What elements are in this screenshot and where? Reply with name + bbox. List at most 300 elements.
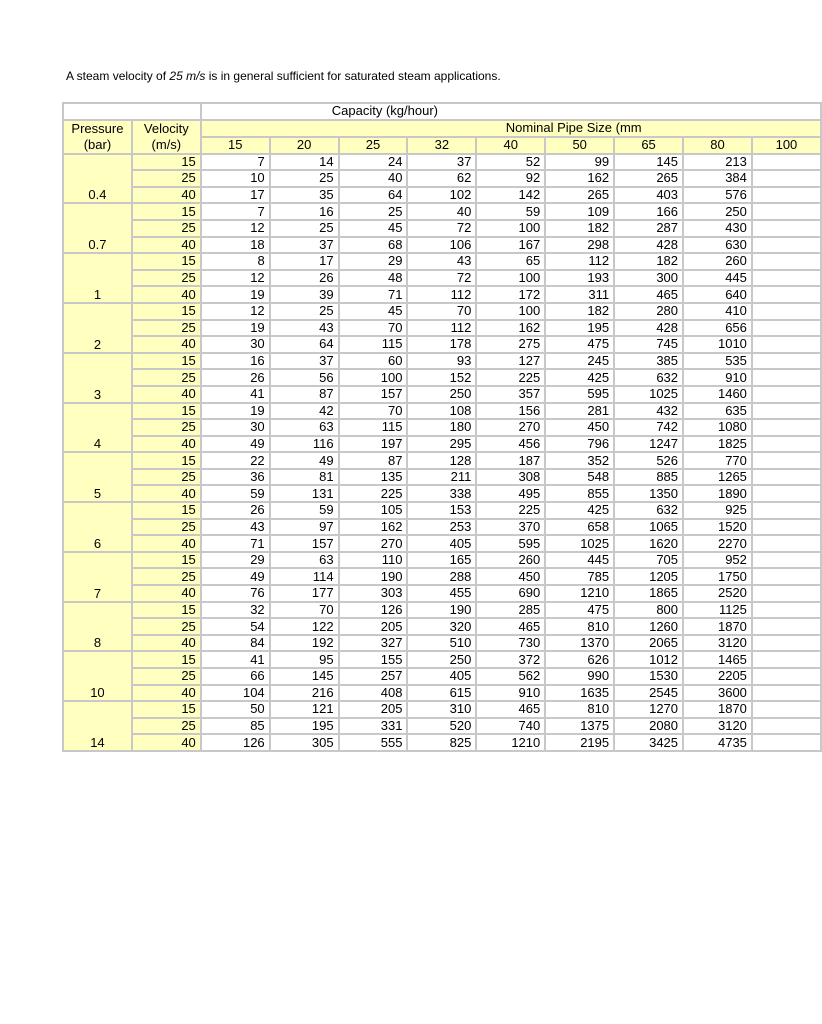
capacity-cell: 122 [270,618,339,635]
capacity-cell: 1370 [545,635,614,652]
capacity-cell: 162 [339,519,408,536]
capacity-cell: 213 [683,154,752,171]
capacity-cell: 1265 [683,469,752,486]
capacity-cell: 281 [545,403,614,420]
table-row [63,568,821,585]
capacity-cell: 195 [270,718,339,735]
capacity-cell: 162 [476,320,545,337]
capacity-header-row [63,103,821,120]
capacity-cell: 115 [339,419,408,436]
capacity-cell: 1065 [614,519,683,536]
velocity-cell: 40 [132,485,201,502]
capacity-cell: 455 [407,585,476,602]
capacity-cell: 12 [201,270,270,287]
capacity-cell: 535 [683,353,752,370]
velocity-cell: 25 [132,220,201,237]
capacity-cell [752,303,821,320]
capacity-cell: 17 [270,253,339,270]
table-row [63,237,821,254]
capacity-cell: 626 [545,651,614,668]
table-row [63,187,821,204]
capacity-cell [752,419,821,436]
capacity-cell: 1210 [545,585,614,602]
capacity-cell: 225 [476,502,545,519]
capacity-cell: 205 [339,618,408,635]
capacity-cell: 62 [407,170,476,187]
table-row [63,253,821,270]
capacity-cell: 425 [545,369,614,386]
capacity-cell: 84 [201,635,270,652]
velocity-cell: 25 [132,618,201,635]
capacity-cell: 910 [683,369,752,386]
capacity-cell [752,734,821,751]
capacity-cell: 19 [201,286,270,303]
capacity-cell: 211 [407,469,476,486]
capacity-cell: 10 [201,170,270,187]
velocity-cell: 25 [132,320,201,337]
capacity-cell: 19 [201,403,270,420]
table-row [63,403,821,420]
velocity-cell: 15 [132,452,201,469]
capacity-cell: 3425 [614,734,683,751]
capacity-cell: 3600 [683,685,752,702]
capacity-cell: 71 [339,286,408,303]
label-header-row [63,120,821,137]
capacity-cell: 1205 [614,568,683,585]
velocity-header [132,120,201,154]
capacity-cell: 19 [201,320,270,337]
capacity-cell: 193 [545,270,614,287]
pressure-cell: 1 [63,253,132,303]
capacity-cell: 114 [270,568,339,585]
capacity-cell [752,403,821,420]
capacity-cell: 450 [476,568,545,585]
capacity-cell: 300 [614,270,683,287]
capacity-cell: 430 [683,220,752,237]
capacity-cell: 127 [476,353,545,370]
capacity-cell [752,685,821,702]
capacity-cell: 303 [339,585,408,602]
capacity-cell: 1870 [683,618,752,635]
capacity-cell: 72 [407,220,476,237]
capacity-cell: 742 [614,419,683,436]
capacity-cell: 265 [614,170,683,187]
capacity-cell: 172 [476,286,545,303]
capacity-cell: 37 [270,237,339,254]
capacity-cell [752,253,821,270]
capacity-cell: 658 [545,519,614,536]
capacity-cell: 25 [270,303,339,320]
capacity-cell: 182 [545,220,614,237]
blank-header-cell [63,103,201,120]
capacity-cell: 372 [476,651,545,668]
capacity-cell: 97 [270,519,339,536]
table-row [63,436,821,453]
table-row [63,519,821,536]
capacity-cell: 106 [407,237,476,254]
capacity-cell: 100 [339,369,408,386]
capacity-cell: 60 [339,353,408,370]
capacity-cell: 1270 [614,701,683,718]
table-row [63,685,821,702]
capacity-header: Capacity (kg/hour) [201,103,821,120]
capacity-cell: 405 [407,535,476,552]
capacity-cell: 250 [683,203,752,220]
capacity-cell [752,170,821,187]
capacity-cell: 2205 [683,668,752,685]
capacity-cell: 157 [339,386,408,403]
capacity-cell: 257 [339,668,408,685]
capacity-cell: 952 [683,552,752,569]
capacity-cell: 595 [476,535,545,552]
pressure-cell: 0.4 [63,154,132,204]
capacity-cell: 1890 [683,485,752,502]
capacity-cell [752,701,821,718]
capacity-cell: 1460 [683,386,752,403]
capacity-cell: 30 [201,336,270,353]
table-row [63,485,821,502]
capacity-cell: 1010 [683,336,752,353]
capacity-cell: 656 [683,320,752,337]
capacity-cell: 925 [683,502,752,519]
capacity-cell: 260 [683,253,752,270]
capacity-cell: 280 [614,303,683,320]
capacity-cell: 49 [201,436,270,453]
capacity-cell: 56 [270,369,339,386]
capacity-cell: 52 [476,154,545,171]
capacity-cell: 2270 [683,535,752,552]
capacity-cell: 100 [476,270,545,287]
capacity-cell: 162 [545,170,614,187]
capacity-cell: 110 [339,552,408,569]
capacity-cell: 70 [339,320,408,337]
capacity-cell: 116 [270,436,339,453]
capacity-cell: 357 [476,386,545,403]
capacity-cell: 270 [339,535,408,552]
capacity-cell: 1375 [545,718,614,735]
capacity-cell: 1750 [683,568,752,585]
velocity-cell: 25 [132,419,201,436]
capacity-cell: 615 [407,685,476,702]
capacity-cell: 1025 [614,386,683,403]
capacity-cell: 87 [270,386,339,403]
capacity-cell [752,336,821,353]
table-row [63,386,821,403]
capacity-cell: 305 [270,734,339,751]
capacity-cell: 63 [270,419,339,436]
capacity-cell: 195 [545,320,614,337]
capacity-cell: 298 [545,237,614,254]
capacity-cell: 1012 [614,651,683,668]
pipe-size-cell: 50 [545,137,614,154]
capacity-cell: 32 [201,602,270,619]
capacity-cell: 225 [339,485,408,502]
capacity-cell [752,651,821,668]
pressure-cell: 10 [63,651,132,701]
capacity-cell: 30 [201,419,270,436]
capacity-table-viewport[interactable] [62,102,798,832]
capacity-cell: 1080 [683,419,752,436]
capacity-cell: 115 [339,336,408,353]
capacity-cell [752,386,821,403]
capacity-cell: 403 [614,187,683,204]
capacity-cell: 595 [545,386,614,403]
capacity-cell: 54 [201,618,270,635]
velocity-cell: 40 [132,386,201,403]
capacity-cell: 2520 [683,585,752,602]
capacity-cell: 66 [201,668,270,685]
capacity-cell: 260 [476,552,545,569]
capacity-cell [752,154,821,171]
table-row [63,220,821,237]
velocity-cell: 15 [132,303,201,320]
capacity-cell: 465 [476,618,545,635]
table-row [63,734,821,751]
capacity-cell: 548 [545,469,614,486]
capacity-cell: 72 [407,270,476,287]
capacity-cell [752,353,821,370]
table-row [63,502,821,519]
capacity-cell [752,552,821,569]
capacity-cell: 526 [614,452,683,469]
table-row [63,469,821,486]
capacity-cell: 93 [407,353,476,370]
capacity-cell [752,369,821,386]
pressure-header-line1: Pressure [71,120,124,136]
capacity-cell: 112 [407,286,476,303]
pipe-size-cell: 32 [407,137,476,154]
capacity-cell: 108 [407,403,476,420]
capacity-cell: 250 [407,386,476,403]
table-row [63,585,821,602]
capacity-cell: 285 [476,602,545,619]
capacity-cell: 1620 [614,535,683,552]
velocity-cell: 15 [132,403,201,420]
capacity-cell: 36 [201,469,270,486]
capacity-cell: 26 [201,502,270,519]
capacity-cell: 408 [339,685,408,702]
pressure-header-line2: (bar) [83,136,112,152]
capacity-cell: 104 [201,685,270,702]
capacity-cell: 112 [407,320,476,337]
capacity-cell: 2545 [614,685,683,702]
capacity-cell: 187 [476,452,545,469]
pressure-cell: 6 [63,502,132,552]
pipe-size-cell: 25 [339,137,408,154]
velocity-cell: 15 [132,701,201,718]
capacity-cell: 192 [270,635,339,652]
capacity-cell: 3120 [683,635,752,652]
velocity-cell: 40 [132,237,201,254]
capacity-cell: 855 [545,485,614,502]
capacity-cell: 2195 [545,734,614,751]
capacity-cell: 770 [683,452,752,469]
capacity-cell: 26 [270,270,339,287]
capacity-cell: 810 [545,701,614,718]
capacity-cell: 740 [476,718,545,735]
capacity-cell: 166 [614,203,683,220]
capacity-cell: 7 [201,203,270,220]
capacity-cell: 50 [201,701,270,718]
velocity-header-line2: (m/s) [151,136,182,152]
capacity-cell: 245 [545,353,614,370]
pressure-cell: 5 [63,452,132,502]
capacity-cell: 428 [614,237,683,254]
capacity-cell: 1635 [545,685,614,702]
capacity-cell: 59 [270,502,339,519]
capacity-cell: 43 [270,320,339,337]
capacity-cell: 40 [339,170,408,187]
capacity-cell: 205 [339,701,408,718]
capacity-cell: 410 [683,303,752,320]
capacity-cell: 16 [201,353,270,370]
velocity-cell: 40 [132,585,201,602]
capacity-cell: 177 [270,585,339,602]
pressure-cell: 14 [63,701,132,751]
velocity-cell: 40 [132,734,201,751]
velocity-cell: 25 [132,270,201,287]
table-row [63,320,821,337]
velocity-header-line1: Velocity [143,120,189,136]
velocity-cell: 40 [132,286,201,303]
capacity-cell: 145 [614,154,683,171]
capacity-cell: 800 [614,602,683,619]
intro-text [66,68,501,84]
capacity-cell: 48 [339,270,408,287]
capacity-cell: 131 [270,485,339,502]
capacity-cell: 70 [407,303,476,320]
capacity-cell: 197 [339,436,408,453]
capacity-cell: 385 [614,353,683,370]
capacity-cell: 1465 [683,651,752,668]
velocity-cell: 40 [132,635,201,652]
table-row [63,718,821,735]
capacity-cell: 71 [201,535,270,552]
capacity-cell: 632 [614,369,683,386]
table-row [63,618,821,635]
capacity-cell: 99 [545,154,614,171]
table-row [63,336,821,353]
capacity-cell [752,535,821,552]
capacity-cell: 152 [407,369,476,386]
capacity-cell: 287 [614,220,683,237]
capacity-cell: 1825 [683,436,752,453]
pipe-size-header [201,120,821,137]
pressure-cell: 3 [63,353,132,403]
velocity-cell: 40 [132,336,201,353]
velocity-cell: 15 [132,154,201,171]
capacity-cell: 1260 [614,618,683,635]
capacity-cell: 445 [545,552,614,569]
capacity-cell: 510 [407,635,476,652]
capacity-cell: 465 [476,701,545,718]
capacity-cell: 632 [614,502,683,519]
velocity-cell: 25 [132,668,201,685]
capacity-cell: 167 [476,237,545,254]
velocity-cell: 40 [132,685,201,702]
velocity-cell: 25 [132,469,201,486]
capacity-cell: 1125 [683,602,752,619]
capacity-cell: 17 [201,187,270,204]
velocity-cell: 15 [132,651,201,668]
capacity-cell: 180 [407,419,476,436]
capacity-cell: 475 [545,602,614,619]
capacity-cell: 308 [476,469,545,486]
intro-text-end: is in general sufficient for saturated steam applications. [205,69,501,83]
pressure-cell: 4 [63,403,132,453]
capacity-cell [752,220,821,237]
capacity-cell: 102 [407,187,476,204]
capacity-cell [752,602,821,619]
capacity-cell [752,519,821,536]
capacity-cell: 12 [201,220,270,237]
table-row [63,452,821,469]
pressure-cell: 8 [63,602,132,652]
capacity-cell: 39 [270,286,339,303]
capacity-cell: 990 [545,668,614,685]
capacity-cell [752,469,821,486]
pipe-size-cell: 65 [614,137,683,154]
pressure-cell: 7 [63,552,132,602]
capacity-cell [752,436,821,453]
capacity-cell: 216 [270,685,339,702]
capacity-cell: 1025 [545,535,614,552]
velocity-cell: 15 [132,203,201,220]
capacity-cell: 190 [339,568,408,585]
capacity-cell: 445 [683,270,752,287]
capacity-cell: 1350 [614,485,683,502]
capacity-cell: 112 [545,253,614,270]
table-row [63,552,821,569]
capacity-cell: 2065 [614,635,683,652]
capacity-cell: 630 [683,237,752,254]
capacity-cell: 41 [201,386,270,403]
intro-text-start: A steam velocity of [66,69,170,83]
capacity-cell: 825 [407,734,476,751]
capacity-cell [752,485,821,502]
velocity-cell: 40 [132,436,201,453]
capacity-cell [752,618,821,635]
capacity-cell: 76 [201,585,270,602]
capacity-cell: 29 [339,253,408,270]
capacity-cell: 95 [270,651,339,668]
capacity-cell: 43 [201,519,270,536]
capacity-cell: 225 [476,369,545,386]
capacity-cell: 705 [614,552,683,569]
capacity-cell: 24 [339,154,408,171]
capacity-cell: 155 [339,651,408,668]
capacity-cell: 100 [476,303,545,320]
pipe-size-cell: 80 [683,137,752,154]
capacity-cell: 370 [476,519,545,536]
capacity-cell: 576 [683,187,752,204]
capacity-cell: 785 [545,568,614,585]
capacity-cell: 165 [407,552,476,569]
capacity-cell [752,718,821,735]
capacity-cell [752,635,821,652]
velocity-cell: 15 [132,502,201,519]
table-row [63,369,821,386]
pressure-cell: 2 [63,303,132,353]
capacity-cell: 35 [270,187,339,204]
capacity-cell: 126 [339,602,408,619]
capacity-cell: 310 [407,701,476,718]
capacity-cell: 59 [201,485,270,502]
capacity-cell: 49 [201,568,270,585]
capacity-cell: 26 [201,369,270,386]
capacity-cell: 42 [270,403,339,420]
capacity-cell: 635 [683,403,752,420]
